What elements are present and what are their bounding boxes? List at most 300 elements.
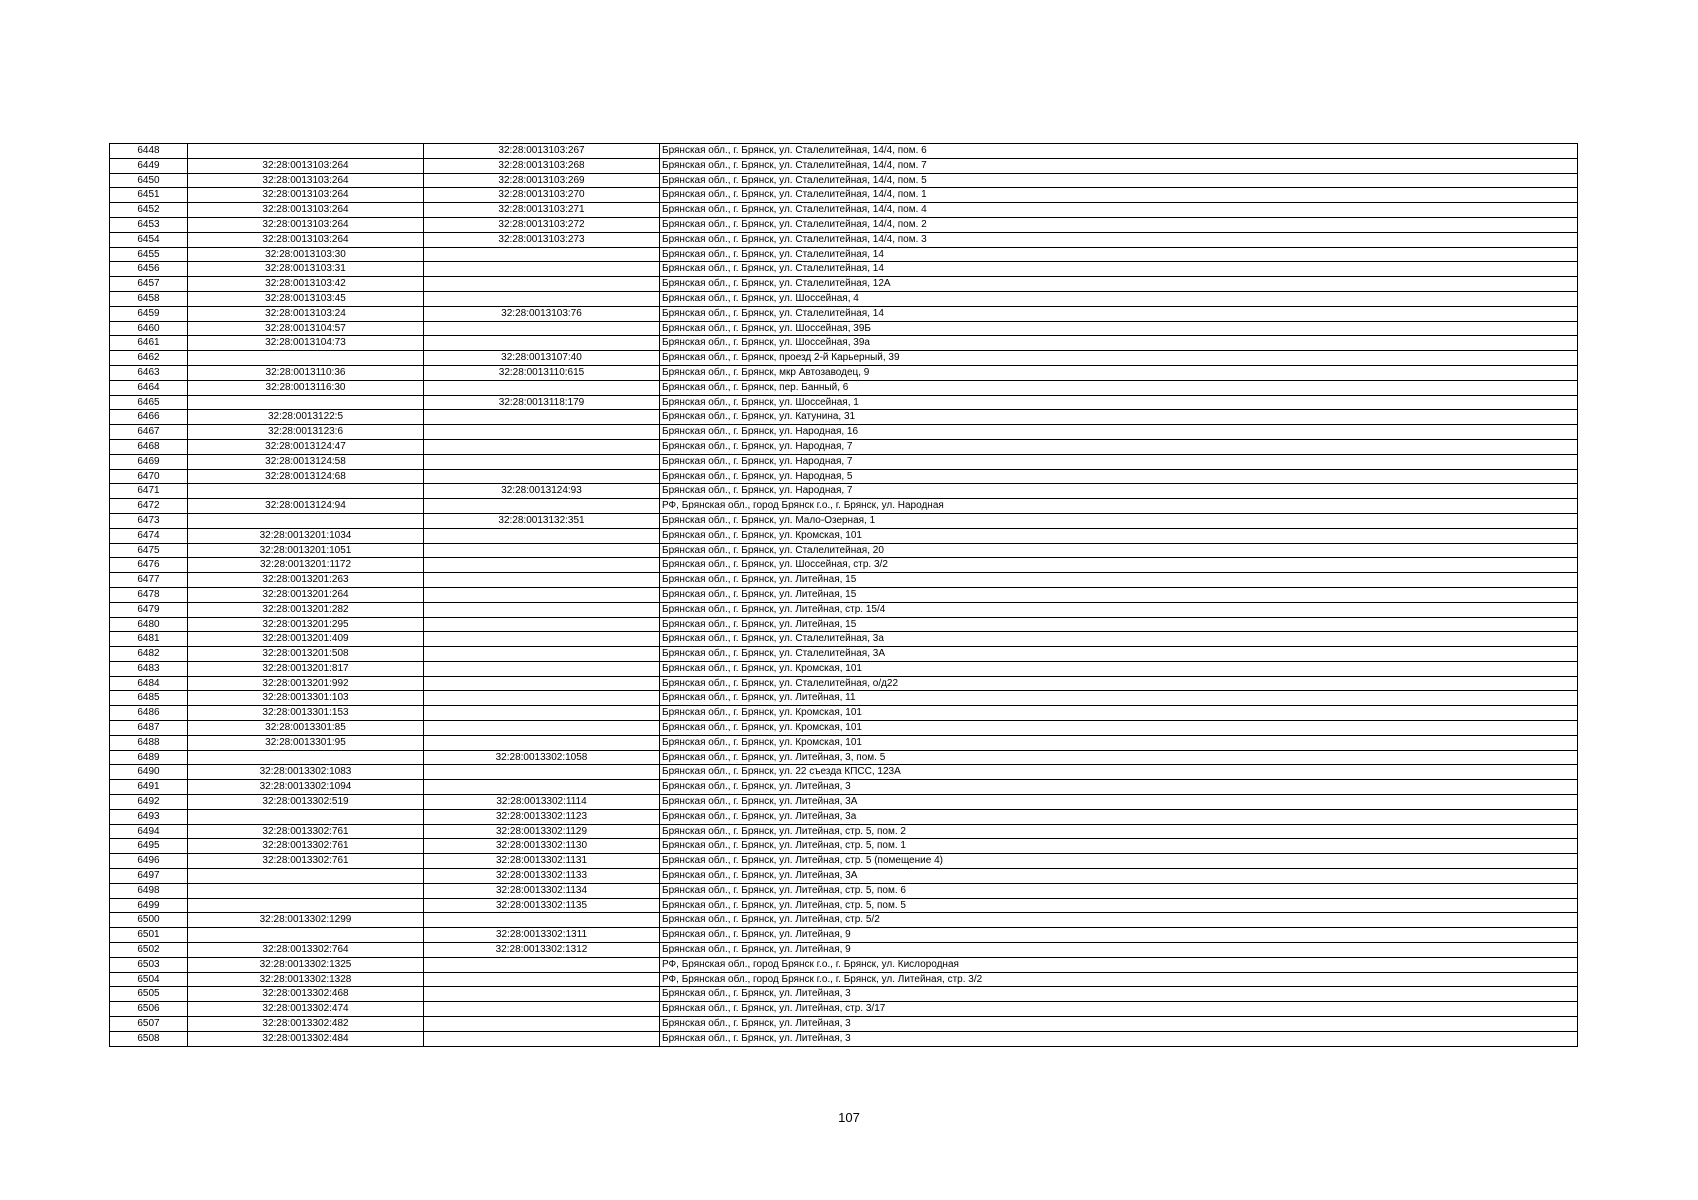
table-row	[110, 365, 1578, 380]
table-row	[110, 676, 1578, 691]
page-number: 107	[838, 1110, 860, 1125]
table-row	[110, 262, 1578, 277]
table-row	[110, 706, 1578, 721]
address-cell: Брянская обл., г. Брянск, ул. Литейная, стр. 5, пом. 6	[660, 883, 1578, 898]
object-number-cell	[424, 587, 660, 602]
parcel-number-cell: 32:28:0013103:264	[188, 203, 424, 218]
address-cell: Брянская обл., г. Брянск, ул. Шоссейная, 4	[660, 291, 1578, 306]
parcel-number-cell: 32:28:0013201:282	[188, 602, 424, 617]
parcel-number-cell: 32:28:0013201:1172	[188, 558, 424, 573]
address-cell: Брянская обл., г. Брянск, ул. Шоссейная, 39Б	[660, 321, 1578, 336]
table-row	[110, 395, 1578, 410]
parcel-number-cell	[188, 898, 424, 913]
row-number-cell: 6488	[110, 735, 188, 750]
table-row	[110, 144, 1578, 159]
address-cell: Брянская обл., г. Брянск, ул. Народная, 7	[660, 484, 1578, 499]
parcel-number-cell: 32:28:0013302:468	[188, 987, 424, 1002]
parcel-number-cell: 32:28:0013302:484	[188, 1031, 424, 1046]
table-row	[110, 869, 1578, 884]
row-number-cell: 6485	[110, 691, 188, 706]
table-row	[110, 351, 1578, 366]
parcel-number-cell: 32:28:0013201:264	[188, 587, 424, 602]
parcel-number-cell: 32:28:0013103:264	[188, 232, 424, 247]
object-number-cell	[424, 573, 660, 588]
object-number-cell: 32:28:0013302:1131	[424, 854, 660, 869]
table-row	[110, 217, 1578, 232]
address-cell: Брянская обл., г. Брянск, ул. Литейная, 3, пом. 5	[660, 750, 1578, 765]
table-row	[110, 913, 1578, 928]
row-number-cell: 6466	[110, 410, 188, 425]
row-number-cell: 6458	[110, 291, 188, 306]
row-number-cell: 6489	[110, 750, 188, 765]
address-cell: Брянская обл., г. Брянск, ул. Литейная, 3	[660, 1017, 1578, 1032]
table-row	[110, 484, 1578, 499]
address-cell: Брянская обл., г. Брянск, ул. Литейная, стр. 5, пом. 2	[660, 824, 1578, 839]
object-number-cell: 32:28:0013302:1133	[424, 869, 660, 884]
address-cell: Брянская обл., г. Брянск, ул. Народная, 7	[660, 439, 1578, 454]
object-number-cell: 32:28:0013103:271	[424, 203, 660, 218]
object-number-cell	[424, 765, 660, 780]
table-row	[110, 898, 1578, 913]
row-number-cell: 6495	[110, 839, 188, 854]
object-number-cell	[424, 247, 660, 262]
row-number-cell: 6470	[110, 469, 188, 484]
object-number-cell	[424, 291, 660, 306]
object-number-cell: 32:28:0013302:1134	[424, 883, 660, 898]
address-cell: Брянская обл., г. Брянск, ул. Сталелитейная, 14/4, пом. 5	[660, 173, 1578, 188]
parcel-number-cell: 32:28:0013103:45	[188, 291, 424, 306]
object-number-cell	[424, 528, 660, 543]
parcel-number-cell: 32:28:0013103:264	[188, 217, 424, 232]
row-number-cell: 6468	[110, 439, 188, 454]
row-number-cell: 6497	[110, 869, 188, 884]
table-row	[110, 321, 1578, 336]
table-row	[110, 1031, 1578, 1046]
address-cell: Брянская обл., г. Брянск, ул. Литейная, 3А	[660, 869, 1578, 884]
table-row	[110, 291, 1578, 306]
address-cell: РФ, Брянская обл., город Брянск г.о., г. Брянск, ул. Литейная, стр. 3/2	[660, 972, 1578, 987]
parcel-number-cell: 32:28:0013103:42	[188, 277, 424, 292]
row-number-cell: 6451	[110, 188, 188, 203]
address-cell: Брянская обл., г. Брянск, ул. Сталелитейная, 14	[660, 262, 1578, 277]
object-number-cell: 32:28:0013302:1114	[424, 795, 660, 810]
address-cell: Брянская обл., г. Брянск, ул. Литейная, 3	[660, 987, 1578, 1002]
object-number-cell	[424, 780, 660, 795]
object-number-cell: 32:28:0013302:1135	[424, 898, 660, 913]
parcel-number-cell: 32:28:0013123:6	[188, 425, 424, 440]
row-number-cell: 6487	[110, 721, 188, 736]
table-row	[110, 469, 1578, 484]
object-number-cell	[424, 661, 660, 676]
object-number-cell: 32:28:0013110:615	[424, 365, 660, 380]
parcel-number-cell: 32:28:0013103:30	[188, 247, 424, 262]
object-number-cell	[424, 321, 660, 336]
address-cell: Брянская обл., г. Брянск, ул. Сталелитейная, 12А	[660, 277, 1578, 292]
row-number-cell: 6507	[110, 1017, 188, 1032]
parcel-number-cell: 32:28:0013124:47	[188, 439, 424, 454]
row-number-cell: 6508	[110, 1031, 188, 1046]
object-number-cell: 32:28:0013103:267	[424, 144, 660, 159]
parcel-number-cell: 32:28:0013124:94	[188, 499, 424, 514]
address-cell: Брянская обл., г. Брянск, ул. Литейная, 15	[660, 617, 1578, 632]
parcel-number-cell: 32:28:0013302:519	[188, 795, 424, 810]
table-row	[110, 173, 1578, 188]
table-row	[110, 632, 1578, 647]
row-number-cell: 6505	[110, 987, 188, 1002]
parcel-number-cell: 32:28:0013302:1083	[188, 765, 424, 780]
row-number-cell: 6481	[110, 632, 188, 647]
parcel-number-cell: 32:28:0013103:264	[188, 188, 424, 203]
table-row	[110, 573, 1578, 588]
row-number-cell: 6480	[110, 617, 188, 632]
parcel-number-cell: 32:28:0013302:1328	[188, 972, 424, 987]
table-row	[110, 987, 1578, 1002]
row-number-cell: 6474	[110, 528, 188, 543]
address-cell: Брянская обл., г. Брянск, ул. Кромская, 101	[660, 735, 1578, 750]
table-row	[110, 410, 1578, 425]
table-row	[110, 306, 1578, 321]
parcel-number-cell: 32:28:0013302:761	[188, 824, 424, 839]
object-number-cell	[424, 987, 660, 1002]
row-number-cell: 6453	[110, 217, 188, 232]
object-number-cell	[424, 913, 660, 928]
object-number-cell: 32:28:0013302:1130	[424, 839, 660, 854]
row-number-cell: 6498	[110, 883, 188, 898]
parcel-number-cell	[188, 484, 424, 499]
row-number-cell: 6491	[110, 780, 188, 795]
table-row	[110, 439, 1578, 454]
object-number-cell	[424, 262, 660, 277]
table-row	[110, 839, 1578, 854]
address-cell: Брянская обл., г. Брянск, ул. Сталелитейная, о/д22	[660, 676, 1578, 691]
row-number-cell: 6494	[110, 824, 188, 839]
table-row	[110, 277, 1578, 292]
row-number-cell: 6473	[110, 513, 188, 528]
address-cell: Брянская обл., г. Брянск, пер. Банный, 6	[660, 380, 1578, 395]
parcel-number-cell	[188, 513, 424, 528]
parcel-number-cell: 32:28:0013302:1094	[188, 780, 424, 795]
row-number-cell: 6484	[110, 676, 188, 691]
row-number-cell: 6483	[110, 661, 188, 676]
address-cell: Брянская обл., г. Брянск, ул. Литейная, стр. 5, пом. 1	[660, 839, 1578, 854]
address-cell: РФ, Брянская обл., город Брянск г.о., г. Брянск, ул. Народная	[660, 499, 1578, 514]
table-row	[110, 617, 1578, 632]
table-row	[110, 158, 1578, 173]
row-number-cell: 6490	[110, 765, 188, 780]
object-number-cell	[424, 706, 660, 721]
parcel-number-cell: 32:28:0013201:263	[188, 573, 424, 588]
object-number-cell	[424, 735, 660, 750]
table-row	[110, 854, 1578, 869]
address-cell: Брянская обл., г. Брянск, ул. Кромская, 101	[660, 528, 1578, 543]
table-row	[110, 513, 1578, 528]
object-number-cell: 32:28:0013302:1123	[424, 809, 660, 824]
object-number-cell: 32:28:0013103:270	[424, 188, 660, 203]
parcel-number-cell	[188, 750, 424, 765]
row-number-cell: 6477	[110, 573, 188, 588]
row-number-cell: 6469	[110, 454, 188, 469]
object-number-cell: 32:28:0013118:179	[424, 395, 660, 410]
row-number-cell: 6465	[110, 395, 188, 410]
address-cell: Брянская обл., г. Брянск, ул. Шоссейная, 1	[660, 395, 1578, 410]
parcel-number-cell: 32:28:0013103:264	[188, 158, 424, 173]
object-number-cell	[424, 1017, 660, 1032]
address-cell: Брянская обл., г. Брянск, ул. Сталелитейная, 14	[660, 306, 1578, 321]
row-number-cell: 6448	[110, 144, 188, 159]
row-number-cell: 6503	[110, 957, 188, 972]
address-cell: Брянская обл., г. Брянск, мкр Автозаводец, 9	[660, 365, 1578, 380]
object-number-cell: 32:28:0013132:351	[424, 513, 660, 528]
address-cell: Брянская обл., г. Брянск, ул. Литейная, стр. 5/2	[660, 913, 1578, 928]
address-cell: Брянская обл., г. Брянск, ул. Сталелитейная, 14/4, пом. 4	[660, 203, 1578, 218]
table-row	[110, 943, 1578, 958]
table-row	[110, 247, 1578, 262]
row-number-cell: 6467	[110, 425, 188, 440]
parcel-number-cell: 32:28:0013302:474	[188, 1002, 424, 1017]
parcel-number-cell: 32:28:0013122:5	[188, 410, 424, 425]
address-cell: Брянская обл., г. Брянск, ул. Народная, 7	[660, 454, 1578, 469]
object-number-cell: 32:28:0013124:93	[424, 484, 660, 499]
table-row	[110, 1017, 1578, 1032]
row-number-cell: 6478	[110, 587, 188, 602]
row-number-cell: 6457	[110, 277, 188, 292]
object-number-cell	[424, 469, 660, 484]
table-row	[110, 543, 1578, 558]
object-number-cell	[424, 957, 660, 972]
parcel-number-cell: 32:28:0013302:764	[188, 943, 424, 958]
table-row	[110, 587, 1578, 602]
table-row	[110, 721, 1578, 736]
parcel-number-cell: 32:28:0013201:409	[188, 632, 424, 647]
address-cell: РФ, Брянская обл., город Брянск г.о., г. Брянск, ул. Кислородная	[660, 957, 1578, 972]
object-number-cell: 32:28:0013302:1129	[424, 824, 660, 839]
row-number-cell: 6504	[110, 972, 188, 987]
parcel-number-cell: 32:28:0013302:761	[188, 854, 424, 869]
parcel-number-cell: 32:28:0013301:153	[188, 706, 424, 721]
address-cell: Брянская обл., г. Брянск, ул. Литейная, стр. 5 (помещение 4)	[660, 854, 1578, 869]
address-cell: Брянская обл., г. Брянск, ул. Мало-Озерная, 1	[660, 513, 1578, 528]
object-number-cell	[424, 972, 660, 987]
table-row	[110, 750, 1578, 765]
object-number-cell: 32:28:0013103:272	[424, 217, 660, 232]
address-cell: Брянская обл., г. Брянск, ул. Сталелитейная, 3А	[660, 647, 1578, 662]
table-row	[110, 928, 1578, 943]
address-cell: Брянская обл., г. Брянск, ул. Литейная, 11	[660, 691, 1578, 706]
parcel-number-cell	[188, 883, 424, 898]
parcel-number-cell	[188, 869, 424, 884]
address-cell: Брянская обл., г. Брянск, ул. Сталелитейная, 3а	[660, 632, 1578, 647]
row-number-cell: 6464	[110, 380, 188, 395]
parcel-number-cell	[188, 395, 424, 410]
address-cell: Брянская обл., г. Брянск, ул. Народная, 5	[660, 469, 1578, 484]
object-number-cell: 32:28:0013107:40	[424, 351, 660, 366]
object-number-cell	[424, 277, 660, 292]
row-number-cell: 6462	[110, 351, 188, 366]
object-number-cell	[424, 410, 660, 425]
table-row	[110, 232, 1578, 247]
address-cell: Брянская обл., г. Брянск, ул. Сталелитейная, 14/4, пом. 2	[660, 217, 1578, 232]
row-number-cell: 6492	[110, 795, 188, 810]
object-number-cell: 32:28:0013302:1311	[424, 928, 660, 943]
object-number-cell: 32:28:0013302:1312	[424, 943, 660, 958]
address-cell: Брянская обл., г. Брянск, ул. Литейная, 9	[660, 943, 1578, 958]
table-row	[110, 735, 1578, 750]
object-number-cell: 32:28:0013302:1058	[424, 750, 660, 765]
parcel-number-cell	[188, 144, 424, 159]
address-cell: Брянская обл., г. Брянск, ул. Литейная, 15	[660, 587, 1578, 602]
row-number-cell: 6500	[110, 913, 188, 928]
address-cell: Брянская обл., г. Брянск, ул. Народная, 16	[660, 425, 1578, 440]
object-number-cell	[424, 499, 660, 514]
parcel-number-cell: 32:28:0013302:482	[188, 1017, 424, 1032]
table-row	[110, 824, 1578, 839]
object-number-cell: 32:28:0013103:268	[424, 158, 660, 173]
object-number-cell: 32:28:0013103:273	[424, 232, 660, 247]
table-row	[110, 883, 1578, 898]
row-number-cell: 6506	[110, 1002, 188, 1017]
row-number-cell: 6460	[110, 321, 188, 336]
row-number-cell: 6499	[110, 898, 188, 913]
table-row	[110, 691, 1578, 706]
object-number-cell	[424, 617, 660, 632]
parcel-number-cell: 32:28:0013301:103	[188, 691, 424, 706]
address-cell: Брянская обл., г. Брянск, ул. Литейная, стр. 15/4	[660, 602, 1578, 617]
parcel-number-cell: 32:28:0013104:73	[188, 336, 424, 351]
object-number-cell	[424, 454, 660, 469]
object-number-cell	[424, 602, 660, 617]
object-number-cell: 32:28:0013103:269	[424, 173, 660, 188]
table-row	[110, 454, 1578, 469]
parcel-number-cell: 32:28:0013201:1051	[188, 543, 424, 558]
table-row	[110, 661, 1578, 676]
row-number-cell: 6461	[110, 336, 188, 351]
parcel-number-cell	[188, 351, 424, 366]
address-cell: Брянская обл., г. Брянск, ул. Катунина, 31	[660, 410, 1578, 425]
address-cell: Брянская обл., г. Брянск, ул. Литейная, 3	[660, 1031, 1578, 1046]
table-row	[110, 765, 1578, 780]
address-cell: Брянская обл., г. Брянск, ул. Литейная, 3	[660, 780, 1578, 795]
table-row	[110, 558, 1578, 573]
parcel-number-cell	[188, 809, 424, 824]
object-number-cell	[424, 439, 660, 454]
parcel-number-cell: 32:28:0013301:95	[188, 735, 424, 750]
address-cell: Брянская обл., г. Брянск, ул. Шоссейная, 39а	[660, 336, 1578, 351]
parcel-number-cell: 32:28:0013302:1299	[188, 913, 424, 928]
address-cell: Брянская обл., г. Брянск, ул. Сталелитейная, 20	[660, 543, 1578, 558]
row-number-cell: 6472	[110, 499, 188, 514]
table-body	[110, 144, 1578, 1047]
parcel-number-cell: 32:28:0013124:68	[188, 469, 424, 484]
parcel-number-cell: 32:28:0013103:24	[188, 306, 424, 321]
row-number-cell: 6475	[110, 543, 188, 558]
table-row	[110, 1002, 1578, 1017]
row-number-cell: 6450	[110, 173, 188, 188]
table-row	[110, 336, 1578, 351]
table-row	[110, 972, 1578, 987]
parcel-number-cell: 32:28:0013201:817	[188, 661, 424, 676]
object-number-cell	[424, 632, 660, 647]
parcel-number-cell: 32:28:0013302:1325	[188, 957, 424, 972]
parcel-number-cell: 32:28:0013302:761	[188, 839, 424, 854]
address-cell: Брянская обл., г. Брянск, ул. Литейная, 9	[660, 928, 1578, 943]
object-number-cell	[424, 721, 660, 736]
address-cell: Брянская обл., г. Брянск, ул. Сталелитейная, 14/4, пом. 1	[660, 188, 1578, 203]
row-number-cell: 6459	[110, 306, 188, 321]
address-cell: Брянская обл., г. Брянск, проезд 2-й Карьерный, 39	[660, 351, 1578, 366]
address-cell: Брянская обл., г. Брянск, ул. Сталелитейная, 14/4, пом. 3	[660, 232, 1578, 247]
row-number-cell: 6454	[110, 232, 188, 247]
parcel-number-cell	[188, 928, 424, 943]
parcel-number-cell: 32:28:0013124:58	[188, 454, 424, 469]
address-cell: Брянская обл., г. Брянск, ул. Литейная, 15	[660, 573, 1578, 588]
row-number-cell: 6493	[110, 809, 188, 824]
parcel-number-cell: 32:28:0013103:264	[188, 173, 424, 188]
row-number-cell: 6486	[110, 706, 188, 721]
object-number-cell	[424, 691, 660, 706]
object-number-cell: 32:28:0013103:76	[424, 306, 660, 321]
parcel-number-cell: 32:28:0013103:31	[188, 262, 424, 277]
table-row	[110, 795, 1578, 810]
row-number-cell: 6479	[110, 602, 188, 617]
row-number-cell: 6502	[110, 943, 188, 958]
table-row	[110, 957, 1578, 972]
parcel-number-cell: 32:28:0013201:992	[188, 676, 424, 691]
object-number-cell	[424, 425, 660, 440]
row-number-cell: 6482	[110, 647, 188, 662]
table-row	[110, 809, 1578, 824]
object-number-cell	[424, 558, 660, 573]
object-number-cell	[424, 380, 660, 395]
cadastral-table	[109, 143, 1578, 1047]
row-number-cell: 6449	[110, 158, 188, 173]
address-cell: Брянская обл., г. Брянск, ул. 22 съезда КПСС, 123А	[660, 765, 1578, 780]
row-number-cell: 6501	[110, 928, 188, 943]
address-cell: Брянская обл., г. Брянск, ул. Сталелитейная, 14	[660, 247, 1578, 262]
parcel-number-cell: 32:28:0013116:30	[188, 380, 424, 395]
parcel-number-cell: 32:28:0013301:85	[188, 721, 424, 736]
table-row	[110, 425, 1578, 440]
row-number-cell: 6452	[110, 203, 188, 218]
row-number-cell: 6471	[110, 484, 188, 499]
address-cell: Брянская обл., г. Брянск, ул. Шоссейная, стр. 3/2	[660, 558, 1578, 573]
address-cell: Брянская обл., г. Брянск, ул. Сталелитейная, 14/4, пом. 7	[660, 158, 1578, 173]
row-number-cell: 6496	[110, 854, 188, 869]
parcel-number-cell: 32:28:0013201:1034	[188, 528, 424, 543]
table-row	[110, 380, 1578, 395]
table-row	[110, 647, 1578, 662]
row-number-cell: 6456	[110, 262, 188, 277]
address-cell: Брянская обл., г. Брянск, ул. Кромская, 101	[660, 661, 1578, 676]
address-cell: Брянская обл., г. Брянск, ул. Сталелитейная, 14/4, пом. 6	[660, 144, 1578, 159]
object-number-cell	[424, 543, 660, 558]
table-row	[110, 188, 1578, 203]
address-cell: Брянская обл., г. Брянск, ул. Литейная, 3А	[660, 795, 1578, 810]
table-row	[110, 780, 1578, 795]
parcel-number-cell: 32:28:0013201:295	[188, 617, 424, 632]
parcel-number-cell: 32:28:0013104:57	[188, 321, 424, 336]
address-cell: Брянская обл., г. Брянск, ул. Литейная, стр. 3/17	[660, 1002, 1578, 1017]
object-number-cell	[424, 647, 660, 662]
table-row	[110, 499, 1578, 514]
row-number-cell: 6455	[110, 247, 188, 262]
address-cell: Брянская обл., г. Брянск, ул. Кромская, 101	[660, 721, 1578, 736]
object-number-cell	[424, 1031, 660, 1046]
address-cell: Брянская обл., г. Брянск, ул. Литейная, стр. 5, пом. 5	[660, 898, 1578, 913]
object-number-cell	[424, 676, 660, 691]
address-cell: Брянская обл., г. Брянск, ул. Литейная, 3а	[660, 809, 1578, 824]
parcel-number-cell: 32:28:0013201:508	[188, 647, 424, 662]
table-row	[110, 602, 1578, 617]
